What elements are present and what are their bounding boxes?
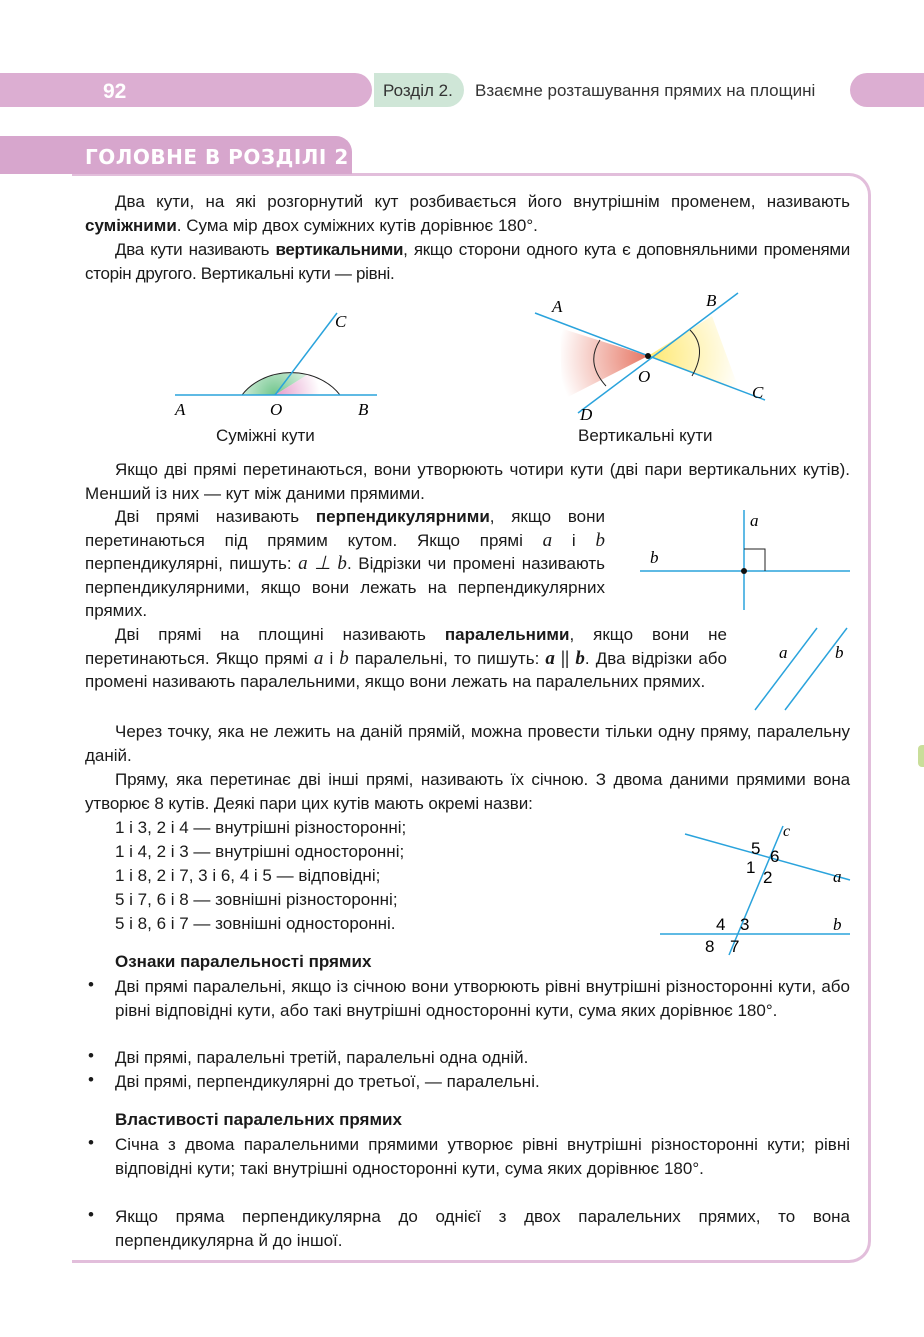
angle-5: 5: [751, 839, 761, 858]
paragraph-unique-parallel: Через точку, яка не лежить на даній прямій, можна провести тільки одну пряму, паралельну даній.: [85, 722, 850, 765]
transversal-figure: [655, 820, 855, 960]
angle-pair-item: 5 і 8, 6 і 7 — зовнішні односторонні.: [115, 914, 396, 933]
label-a: a: [833, 867, 842, 886]
adjacent-angles-figure: [170, 305, 390, 420]
angle-3: 3: [740, 915, 750, 934]
properties-heading: Властивості паралельних прямих: [115, 1110, 402, 1129]
header-left-band: [0, 73, 372, 107]
angle-2: 2: [763, 868, 773, 887]
paragraph-perpendicular: Дві прямі називають перпендикулярними, якщо вони перетинаються під прямим кутом. Якщо прямі a і b перпендикулярні, пишуть: a ⊥ b. Відрізки чи промені називають перпендикулярними, якщо вони лежать на перпендикулярних прямих.: [85, 507, 605, 620]
angle-8: 8: [705, 937, 715, 956]
angle-pair-item: 1 і 3, 2 і 4 — внутрішні різносторонні;: [115, 818, 407, 837]
bullet-icon: •: [88, 1046, 94, 1065]
label-D: D: [580, 405, 593, 424]
bullet-icon: •: [88, 975, 94, 994]
label-A: A: [552, 297, 563, 316]
label-b: b: [835, 643, 844, 662]
vertical-caption: Вертикальні кути: [578, 426, 713, 445]
paragraph-parallel: Дві прямі на площині називають паралельними, якщо вони не перетинаються. Якщо прямі a і b паралельні, то пишуть: a || b. Два відрізки або промені називають паралельними, якщо вони лежать на паралельних прямих.: [85, 625, 727, 691]
label-b: b: [650, 548, 659, 567]
signs-heading: Ознаки паралельності прямих: [115, 952, 372, 971]
label-C: C: [335, 312, 347, 331]
angle-7: 7: [730, 937, 740, 956]
adjacent-caption: Суміжні кути: [216, 426, 315, 445]
angle-1: 1: [746, 858, 756, 877]
paragraph-transversal: Пряму, яка перетинає дві інші прямі, називають їх січною. З двома даними прямими вона утворює 8 кутів. Деякі пари цих кутів мають окремі назви:: [85, 770, 850, 813]
paragraph-adjacent: Два кути, на які розгорнутий кут розбивається його внутрішнім променем, називають суміжними. Сума мір двох суміжних кутів дорівнює 180°.: [85, 192, 850, 235]
angle-pair-item: 5 і 7, 6 і 8 — зовнішні різносторонні;: [115, 890, 398, 909]
section-label: Розділ 2.: [383, 81, 453, 100]
paragraph-intersect: Якщо дві прямі перетинаються, вони утворюють чотири кути (дві пари вертикальних кутів). Менший із них — кут між даними прямими.: [85, 460, 850, 503]
angle-pair-item: 1 і 4, 2 і 3 — внутрішні односторонні;: [115, 842, 405, 861]
label-a: a: [779, 643, 788, 662]
angle-4: 4: [716, 915, 726, 934]
angle-6: 6: [770, 847, 780, 866]
paragraph-vertical: Два кути називають вертикальними, якщо сторони одного кута є доповняльними променями сторін другого. Вертикальні кути — рівні.: [85, 240, 850, 283]
signs-item: Дві прямі паралельні, якщо із січною вони утворюють рівні внутрішні різносторонні кути, або рівні відповідні кути, або такі внутрішні односторонні кути, сума яких дорівнює 180°.: [115, 977, 850, 1020]
side-leaf-decoration: [918, 745, 924, 767]
header-right-band: [850, 73, 924, 107]
bullet-icon: •: [88, 1205, 94, 1224]
section-title: Взаємне розташування прямих на площині: [475, 81, 816, 100]
label-C: C: [752, 383, 764, 402]
signs-item: Дві прямі, паралельні третій, паралельні одна одній.: [115, 1048, 529, 1067]
label-O: O: [270, 400, 283, 419]
bullet-icon: •: [88, 1133, 94, 1152]
properties-item: Якщо пряма перпендикулярна до однієї з двох паралельних прямих, то вона перпендикулярна й до іншої.: [115, 1207, 850, 1250]
label-a: a: [750, 511, 759, 530]
perpendicular-figure: [640, 505, 855, 615]
label-c: c: [783, 823, 791, 840]
label-b: b: [833, 915, 842, 934]
label-B: B: [706, 291, 717, 310]
angle-pair-item: 1 і 8, 2 і 7, 3 і 6, 4 і 5 — відповідні;: [115, 866, 381, 885]
chapter-summary-title: ГОЛОВНЕ В РОЗДІЛІ 2: [85, 145, 349, 169]
vertical-angles-figure: [530, 288, 780, 428]
signs-item: Дві прямі, перпендикулярні до третьої, — паралельні.: [115, 1072, 540, 1091]
label-A: A: [175, 400, 186, 419]
parallel-figure: [745, 622, 855, 717]
page-number: 92: [103, 80, 127, 103]
label-B: B: [358, 400, 369, 419]
properties-item: Січна з двома паралельними прямими утворює рівні внутрішні різносторонні кути; рівні відповідні кути; такі внутрішні односторонні кути, сума яких дорівнює 180°.: [115, 1135, 850, 1178]
bullet-icon: •: [88, 1070, 94, 1089]
label-O: O: [638, 367, 651, 386]
